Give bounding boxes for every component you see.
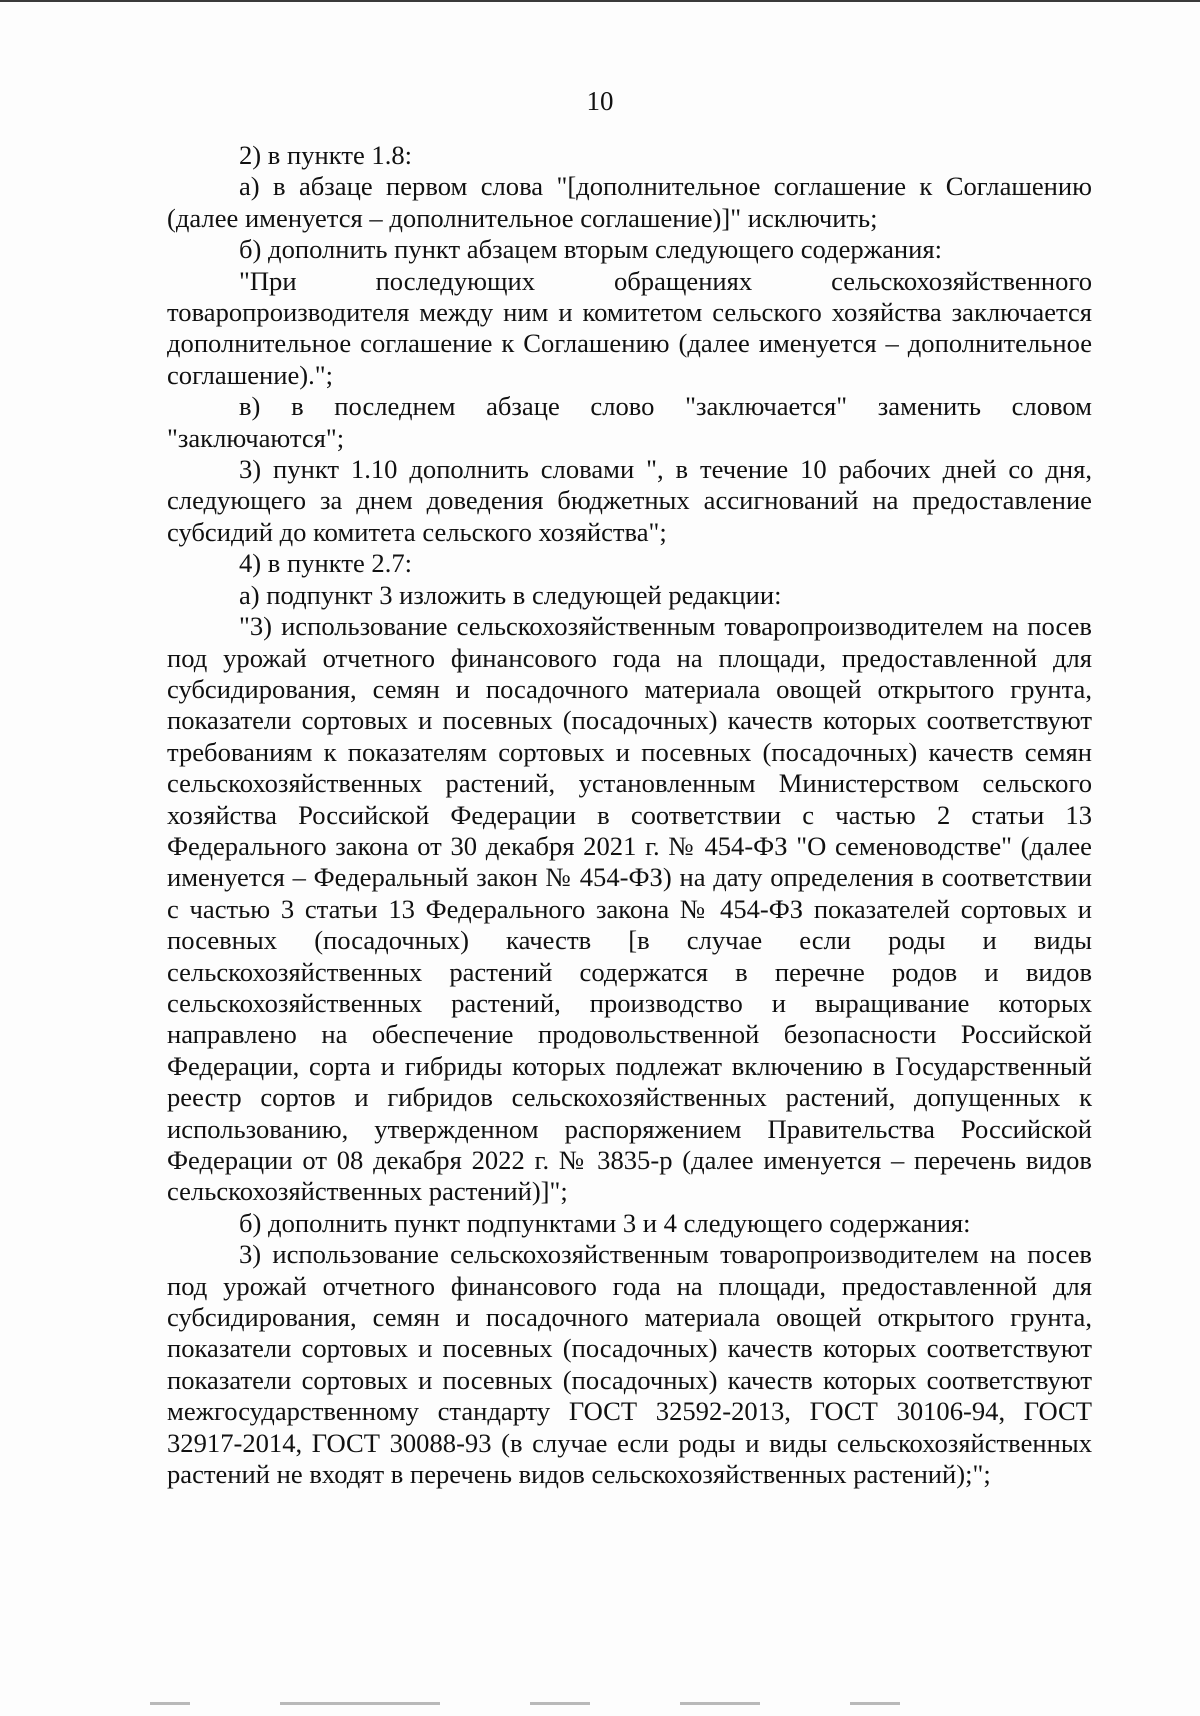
paragraph-subitem-a: а) в абзаце первом слова "[дополнительное соглашение к Соглашению (далее именуется – дополнительное соглашение)]" исключить; bbox=[167, 171, 1092, 233]
scan-top-edge bbox=[0, 0, 1200, 2]
paragraph-quoted-addition: "При последующих обращениях сельскохозяйственного товаропроизводителя между ним и комитетом сельского хозяйства заключается дополнительное соглашение к Соглашению (далее именуется – дополнительное соглашение)."; bbox=[167, 265, 1092, 390]
document-body bbox=[167, 140, 1092, 1490]
paragraph-subitem-a-2: а) подпункт 3 изложить в следующей редакции: bbox=[239, 579, 782, 610]
paragraph-item-2-header: 2) в пункте 1.8: bbox=[239, 140, 413, 170]
paragraph-item-4-header: 4) в пункте 2.7: bbox=[239, 548, 413, 579]
paragraph-item-3: 3) пункт 1.10 дополнить словами ", в течение 10 рабочих дней со дня, следующего за днем доведения бюджетных ассигнований на предоставление субсидий до комитета сельского хозяйства"; bbox=[167, 454, 1092, 547]
page-number: 10 bbox=[586, 86, 614, 116]
paragraph-subpoint-3-addition: 3) использование сельскохозяйственным товаропроизводителем на посев под урожай отчетного финансового года на площади, предоставленной для субсидирования, семян и посадочного материала овощей открытого грунта, показатели сортовых и посевных (посадочных) качеств которых соответствуют показатели сортовых и посевных (посадочных) качеств которых соответствуют межгосударственному стандарту ГОСТ 32592-2013, ГОСТ 30106-94, ГОСТ 32917-2014, ГОСТ 30088-93 (в случае если роды и виды сельскохозяйственных растений не входят в перечень видов сельскохозяйственных растений);"; bbox=[167, 1239, 1092, 1490]
scan-bottom-artifact bbox=[150, 1702, 1050, 1708]
paragraph-subitem-b: б) дополнить пункт абзацем вторым следующего содержания: bbox=[239, 234, 942, 265]
paragraph-subitem-b-2: б) дополнить пункт подпунктами 3 и 4 следующего содержания: bbox=[239, 1207, 971, 1238]
paragraph-subpoint-3-new-wording: "3) использование сельскохозяйственным товаропроизводителем на посев под урожай отчетного финансового года на площади, предоставленной для субсидирования, семян и посадочного материала овощей открытого грунта, показатели сортовых и посевных (посадочных) качеств которых соответствуют требованиям к показателям сортовых и посевных (посадочных) качеств семян сельскохозяйственных растений, установленным Министерством сельского хозяйства Российской Федерации в соответствии с частью 2 статьи 13 Федерального закона от 30 декабря 2021 г. № 454-ФЗ "О семеноводстве" (далее именуется – Федеральный закон № 454-ФЗ) на дату определения в соответствии с частью 3 статьи 13 Федерального закона № 454-ФЗ показателей сортовых и посевных (посадочных) качеств [в случае если роды и виды сельскохозяйственных растений содержатся в перечне родов и видов сельскохозяйственных растений, производство и выращивание которых направлено на обеспечение продовольственной безопасности Российской Федерации, сорта и гибриды которых подлежат включению в Государственный реестр сортов и гибридов сельскохозяйственных растений, допущенных к использованию, утвержденном распоряжением Правительства Российской Федерации от 08 декабря 2022 г. № 3835-р (далее именуется – перечень видов сельскохозяйственных растений)]"; bbox=[167, 611, 1092, 1207]
paragraph-subitem-v: в) в последнем абзаце слово "заключается" заменить словом "заключаются"; bbox=[167, 391, 1092, 453]
